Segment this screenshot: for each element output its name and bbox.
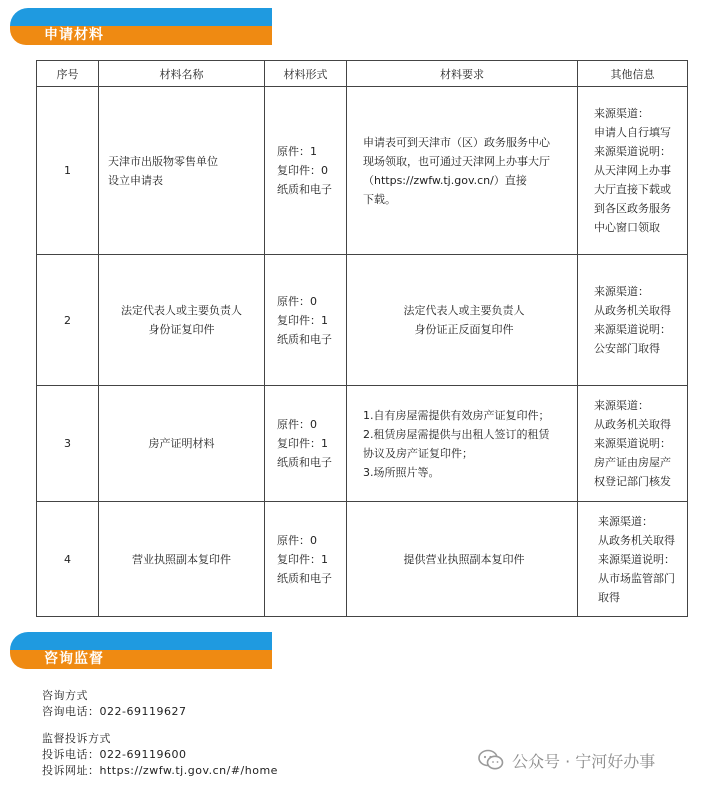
complaint-phone: 投诉电话：022-69119600	[42, 748, 187, 761]
row-name: 房产证明材料	[99, 386, 265, 502]
table-row	[37, 386, 688, 502]
section-banner-materials	[10, 8, 272, 45]
consult-phone: 咨询电话：022-69119627	[42, 705, 187, 718]
section-title-materials: 申请材料	[44, 27, 104, 43]
row-name: 天津市出版物零售单位 设立申请表	[99, 87, 265, 255]
row-info: 来源渠道： 从政务机关取得 来源渠道说明： 房产证由房屋产 权登记部门核发	[578, 386, 688, 502]
watermark-text: 公众号 · 宁河好办事	[512, 751, 656, 771]
row-name: 营业执照副本复印件	[99, 502, 265, 617]
complaint-block	[42, 731, 278, 779]
table-header-row	[37, 61, 688, 87]
row-info: 来源渠道： 从政务机关取得 来源渠道说明： 公安部门取得	[578, 255, 688, 386]
row-info: 来源渠道： 申请人自行填写 来源渠道说明： 从天津网上办事 大厅直接下载或 到各区政务服务 中心窗口领取	[578, 87, 688, 255]
row-requirement: 申请表可到天津市（区）政务服务中心 现场领取，也可通过天津网上办事大厅 （https://zwfw.tj.gov.cn/）直接 下载。	[347, 87, 578, 255]
row-requirement: 法定代表人或主要负责人 身份证正反面复印件	[347, 255, 578, 386]
row-form: 原件：0 复印件：1 纸质和电子	[265, 502, 347, 617]
row-requirement: 提供营业执照副本复印件	[347, 502, 578, 617]
row-no: 2	[37, 255, 99, 386]
table-row	[37, 502, 688, 617]
consult-heading: 咨询方式	[42, 689, 88, 702]
header-form: 材料形式	[265, 61, 347, 87]
section-banner-consult	[10, 632, 272, 669]
row-name: 法定代表人或主要负责人 身份证复印件	[99, 255, 265, 386]
watermark	[478, 745, 703, 775]
section-title-consult: 咨询监督	[44, 651, 104, 667]
header-requirement: 材料要求	[347, 61, 578, 87]
row-requirement: 1.自有房屋需提供有效房产证复印件； 2.租赁房屋需提供与出租人签订的租赁 协议及房产证复印件； 3.场所照片等。	[347, 386, 578, 502]
table-row	[37, 87, 688, 255]
row-no: 1	[37, 87, 99, 255]
row-info: 来源渠道： 从政务机关取得 来源渠道说明： 从市场监管部门 取得	[578, 502, 688, 617]
header-no: 序号	[37, 61, 99, 87]
row-form: 原件：1 复印件：0 纸质和电子	[265, 87, 347, 255]
table-row	[37, 255, 688, 386]
row-no: 4	[37, 502, 99, 617]
row-no: 3	[37, 386, 99, 502]
wechat-icon	[478, 749, 504, 771]
consult-block	[42, 688, 186, 720]
header-name: 材料名称	[99, 61, 265, 87]
materials-table	[36, 60, 688, 617]
row-form: 原件：0 复印件：1 纸质和电子	[265, 386, 347, 502]
header-info: 其他信息	[578, 61, 688, 87]
row-form: 原件：0 复印件：1 纸质和电子	[265, 255, 347, 386]
complaint-url: 投诉网址：https://zwfw.tj.gov.cn/#/home	[42, 764, 278, 777]
complaint-heading: 监督投诉方式	[42, 732, 111, 745]
